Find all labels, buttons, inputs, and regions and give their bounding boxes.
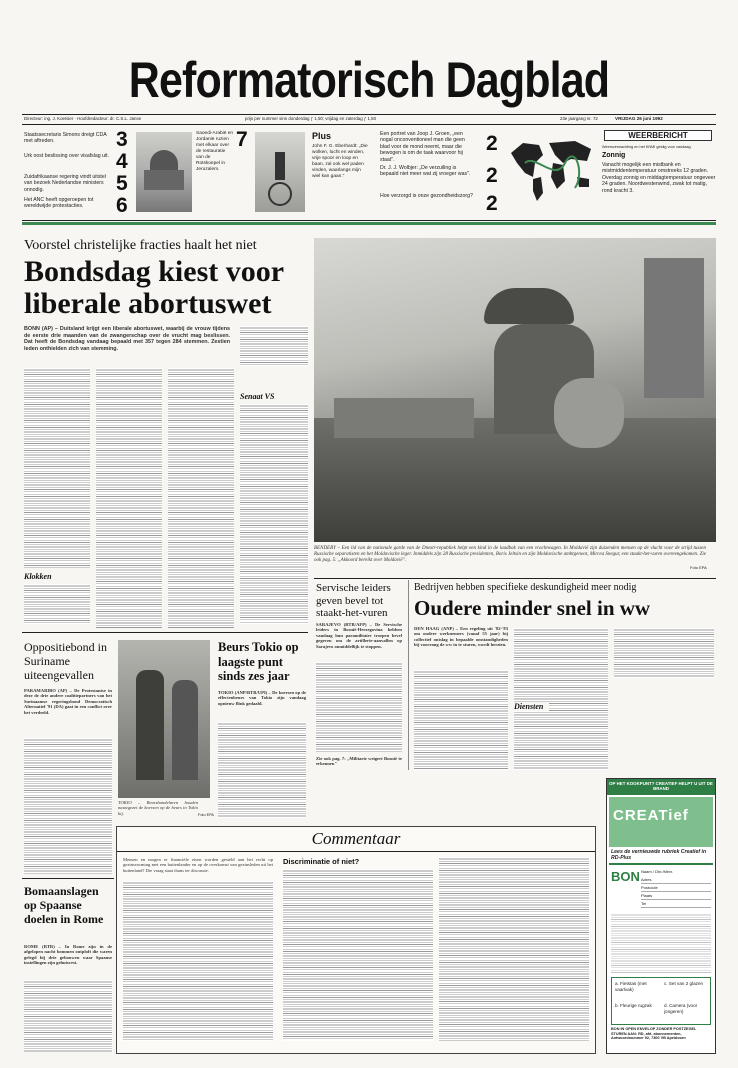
index-item[interactable]: Het ANC heeft opgeroepen tot wereldwijde protestacties. [24, 197, 94, 210]
weather-headline: Zonnig [602, 152, 626, 159]
bendery-credit: Foto EPA [690, 565, 707, 570]
rule [22, 632, 308, 633]
lead-col-2 [96, 368, 162, 628]
cyclist-photo [255, 132, 305, 212]
index-rule [22, 220, 716, 221]
ad-top: OP HET KOOKPUNT? CREATIEF HELPT U UIT DE BRAND [607, 779, 715, 795]
commentary-col-1 [123, 881, 273, 1041]
commentary-box [116, 826, 596, 1054]
servische-dateline: SARAJEVO (RTR/AFP) – De Servische leiders in Bosnië-Herzegovina hebben vandaag hun paramilitaire troepen bevel gegeven om de artillerie-aanvallen op Sarajevo onmiddellijk te stoppen. [316, 622, 402, 649]
index-page-number[interactable]: 4 [116, 150, 128, 173]
index-page-number[interactable]: 3 [116, 128, 128, 151]
ad-brand: CREATief [613, 807, 689, 824]
ad-form-title[interactable]: Naam / Dhr./Mevr. [641, 869, 674, 874]
index-item[interactable]: Zuidafrikaanse regering vindt uitstel van bezoek Nederlandse ministers onnodig. [24, 174, 106, 193]
suriname-dateline: PARAMARIBO (AP) – De Protestantse in deze de drie andere coalitiepartners van het Surinaamse regeringsbond Democratisch Alternatief '91 (DA) gaat in een conflict over het verdeeld. [24, 688, 112, 715]
plus-text[interactable]: John F. G. Eberhardt: „Die wolken, lucht en winden, vrije spoor en loop en baan, zal ook wel paden vinden, waarlangs mijn wiel kan gaan." [312, 144, 368, 179]
ww-kicker: Bedrijven hebben specifieke deskundigheid meer nodig [414, 582, 637, 593]
commentary-label: Commentaar [311, 829, 401, 848]
ad-form-field[interactable]: Adres [641, 877, 711, 884]
index-item[interactable]: Staatssecretaris Simons dreigt CDA met aftreden. [24, 132, 107, 145]
index-page-number[interactable]: 6 [116, 194, 128, 217]
index-item[interactable]: Urk oost beslissing over visafslag uit. [24, 153, 110, 159]
rotskoepel-photo [136, 132, 192, 212]
tokio-caption: TOKIO – Beurshandelaren houden nauwgezet de koersen op de beurs in Tokio bij. [118, 800, 198, 816]
weather-text: Vanacht mogelijk een mistbank en mistmiddentemperatuur omstreeks 12 graden. Overdag zonnig en middagtemperatuur ongeveer 24 graden. Noordwestenwind, zwak tot matig, rond kracht 3. [602, 162, 716, 194]
ad-choices [611, 977, 711, 1025]
ww-body-1 [414, 670, 508, 770]
ad-form-field[interactable]: Tel [641, 901, 711, 908]
ad-bon-icon: BON [611, 869, 640, 884]
servische-title: Servische leiders geven bevel tot staakt-het-vuren [316, 582, 391, 619]
ad-form-field[interactable]: Postcode [641, 885, 711, 892]
ww-body-3 [614, 628, 714, 678]
masthead-line-mid: prijs per nummer sinn donderdag ƒ 1,50; vrijdag en zaterdag ƒ 1,50 [245, 116, 377, 121]
masthead-date: VRIJDAG 26 juni 1992 [615, 116, 663, 121]
index-page-number[interactable]: 2 [486, 132, 498, 155]
tokio-body [218, 722, 306, 818]
ad-choice[interactable]: d. Camera (voor jongeren) [664, 1003, 698, 1015]
commentary-col-2 [283, 869, 433, 1041]
plus-title: Plus [312, 131, 332, 141]
ad-form-field[interactable]: Plaats [641, 893, 711, 900]
masthead-rule [22, 114, 716, 115]
index-page-number[interactable]: 5 [116, 172, 128, 195]
rule [117, 851, 595, 852]
ad-tagline: Lees de vernieuwde rubriek Creatief in RD-Plus [611, 849, 707, 862]
world-map-icon [505, 133, 597, 205]
commentary-text: Mensen en mogen er financiële eisen worden gesteld aan het recht op gezinsvorming met een buitenlander en op de overkomst van gezinsleden uit het buitenland? Die vraag staat thans ter discussie. [123, 857, 273, 873]
suriname-title: Oppositiebond in Suriname uiteengevallen [24, 640, 107, 682]
masthead-title: Reformatorisch Dagblad [128, 52, 610, 108]
index-page-number[interactable]: 7 [236, 128, 248, 151]
lead-col-3 [168, 368, 234, 628]
ad-choice[interactable]: b. Fleurige rugzak [615, 1003, 652, 1008]
right-teaser-1[interactable]: Een portret van Joop J. Groen, „een nogal onconventioneel man die geen blad voor de mond neemt, maar die bewogen is om de taak waarvoor hij staat". [380, 131, 465, 163]
lead-headline: Bondsdag kiest voor liberale abortuswet [24, 255, 284, 320]
weather-label: WEERBERICHT [604, 130, 712, 141]
rome-title: Bomaanslagen op Spaanse doelen in Rome [24, 884, 104, 926]
servische-ref: Zie ook pag. 7: „Militarie weigert Bosnië te erkennen" [316, 756, 402, 767]
ad-choice[interactable]: c. Set van 2 glazen [664, 981, 704, 986]
right-teaser-3[interactable]: Hoe verzorgd is onze gezondheidszorg? [380, 193, 473, 199]
lead-col-1b [24, 584, 90, 624]
ad-form-lines [611, 913, 711, 973]
index-page-number[interactable]: 2 [486, 192, 498, 215]
commentary-col-3 [439, 857, 589, 1041]
ww-title: Oudere minder snel in ww [414, 596, 651, 620]
lead-kicker: Voorstel christelijke fracties haalt het niet [24, 238, 257, 253]
commentary-subtitle: Discriminatie of niet? [283, 857, 360, 866]
weather-box [600, 128, 716, 218]
rule [314, 578, 716, 579]
ww-subhead: Diensten [514, 702, 549, 711]
rotskoepel-caption[interactable]: Saoedi-Arabië en Jordanië ruzien met elkaar over de restauratie van de Rotskoepel in Jeruzalem. [196, 131, 234, 172]
masthead-line-right: 23e jaargang nr. 72 [560, 116, 598, 121]
tokio-photo [118, 640, 210, 798]
rule [22, 878, 114, 879]
ad-choice[interactable]: a. Fietstas (met vaarlvak) [615, 981, 647, 993]
lead-col-1 [24, 368, 90, 568]
servische-body [316, 662, 402, 752]
lead-col-4b [240, 404, 308, 624]
rome-body [24, 980, 112, 1052]
creatief-ad[interactable] [606, 778, 716, 1054]
bendery-photo [314, 238, 716, 542]
ww-body-2 [514, 628, 608, 770]
lead-intro: BONN (AP) – Duitsland krijgt een liberale abortuswet, waarbij de vrouw tijdens de eerste drie maanden van de zwangerschap over de vrucht mag beslissen. Dat heeft de Bondsdag vandaag bepaald met 357 tegen 284 stemmen. Zestien leden onthielden zich van stemming. [24, 326, 230, 352]
subhead-klokken: Klokken [24, 572, 52, 581]
ww-dateline: DEN HAAG (ANP) – Een regeling uit '82-'83 om oudere werknemers (vanaf 55 jaar) bij collectief ontslag in bepaalde omstandigheden bij voorrang de ww in te sturen, wordt herzien. [414, 626, 508, 648]
index-page-number[interactable]: 2 [486, 164, 498, 187]
lead-col-4 [240, 326, 308, 366]
green-rule [22, 222, 716, 225]
masthead-line-left: Directeur: ing. J. Koetsier · Hoofdredacteur: dr. C.S.L. Janse [24, 116, 142, 121]
masthead-rule-2 [22, 124, 716, 125]
rome-dateline: ROME (RTR) – In Rome zijn in de afgelopen nacht bommen ontploft die waren gelegd bij drie gebouwen waar Spaanse instellingen zijn gehuisvest. [24, 944, 112, 966]
right-teaser-2[interactable]: Dr. J. J. Wolbjer: „De verzuiling is bepaald niet meer wat zij vroeger was". [380, 165, 471, 178]
weather-sub: Weersverwachting en het KNMI geldig voor vandaag [602, 145, 691, 149]
ad-banner [609, 797, 713, 847]
tokio-title: Beurs Tokio op laagste punt sinds zes jaar [218, 640, 299, 683]
ad-footer: BON IN OPEN ENVELOP ZONDER POSTZEGEL STUREN AAN: RD, afd. abonnementen, Antwoordnummer 92, 7300 VB Apeldoorn [611, 1027, 697, 1041]
subhead-senaat: Senaat VS [240, 392, 275, 401]
bendery-caption: BENDERY – Een lid van de nationale garde van de Dnestr-republiek helpt een kind in de laadbak van een vrachtwagen. In Moldavië zijn duizenden mensen op de vlucht voor de strijd tussen Russische separatisten en het Moldavische leger. Inmiddels zijn 28 Russische presidenten, Boris Jeltsin en zijn Moldavische ambtgenoot, Mircea Snegur, een staakt-het-vuren overeengekomen. Zie ook pag. 5: „Akkoord bereikt over Moldavië". [314, 546, 706, 563]
column-divider [408, 580, 409, 770]
tokio-dateline: TOKIO (ANP/RTR/UPI) – De koersen op de effectenbeurs van Tokio zijn vandaag opnieuw flink gedaald. [218, 690, 306, 706]
suriname-body [24, 738, 112, 874]
tokio-credit: Foto EPA [198, 813, 214, 817]
rule [609, 863, 713, 865]
